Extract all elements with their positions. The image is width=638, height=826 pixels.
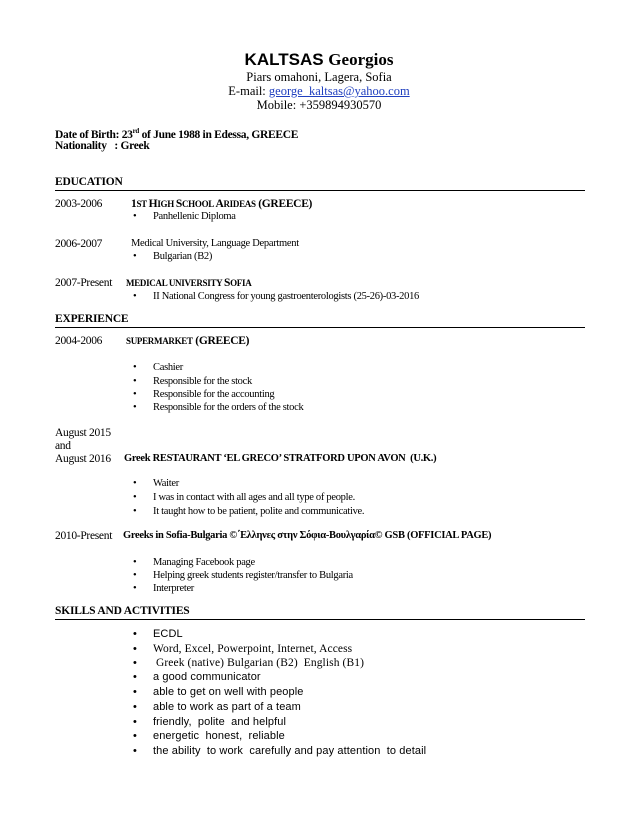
edu-inst-part: (GREECE) xyxy=(255,198,313,210)
edu-institution-1 xyxy=(131,198,312,211)
mobile: Mobile: +359894930570 xyxy=(256,98,382,112)
bullet-text: energetic honest, reliable xyxy=(153,730,285,742)
bullet-text: Cashier xyxy=(153,362,183,373)
bullet-text: able to get on well with people xyxy=(153,686,304,698)
bullet-dot: • xyxy=(133,583,137,594)
edu-institution-2: Medical University, Language Department xyxy=(131,238,299,249)
experience-heading: EXPERIENCE xyxy=(55,313,585,328)
bullet-dot: • xyxy=(133,570,137,581)
bullet-dot: • xyxy=(133,478,137,489)
nationality: Nationality : Greek xyxy=(55,140,150,152)
bullet-text: able to work as part of a team xyxy=(153,701,301,713)
bullet-dot: • xyxy=(133,657,137,669)
exp-company-part: (GREECE) xyxy=(192,335,250,347)
bullet-dot: • xyxy=(133,643,137,655)
dob-sup: rd xyxy=(132,127,140,135)
edu-period-3: 2007-Present xyxy=(55,277,113,289)
bullet-text: Responsible for the accounting xyxy=(153,389,275,400)
bullet-text: I was in contact with all ages and all type of people. xyxy=(153,492,355,503)
bullet-text: Responsible for the stock xyxy=(153,376,252,387)
edu-inst-part: MEDICAL UNIVERSITY xyxy=(126,278,224,288)
bullet-text: Responsible for the orders of the stock xyxy=(153,402,304,413)
bullet-text: Managing Facebook page xyxy=(153,557,255,568)
dob-rest: of June 1988 in Edessa, GREECE xyxy=(139,128,299,141)
bullet-text: Helping greek students register/transfer to Bulgaria xyxy=(153,570,353,581)
email-link[interactable]: george_kaltsas@yahoo.com xyxy=(268,84,410,98)
given-name: Georgios xyxy=(328,50,394,69)
edu-period-1: 2003-2006 xyxy=(55,198,103,210)
bullet-text: friendly, polite and helpful xyxy=(153,716,287,728)
exp-company-3: Greeks in Sofia-Bulgaria ©΄Ελληνες στην Σόφια-Βουλγαρία© GSB (OFFICIAL PAGE) xyxy=(123,530,492,541)
bullet-text: Waiter xyxy=(153,478,179,489)
dob-label: Date of Birth: 23 xyxy=(55,128,133,141)
exp-period-3: 2010-Present xyxy=(55,530,113,542)
bullet-text: Interpreter xyxy=(153,583,195,594)
edu-inst-part: S xyxy=(224,277,231,289)
bullet-text: It taught how to be patient, polite and communicative. xyxy=(153,506,365,517)
edu-inst-part: 1 xyxy=(131,198,137,210)
exp-period-1: 2004-2006 xyxy=(55,335,103,347)
edu-inst-part: CHOOL xyxy=(181,199,216,209)
education-heading: EDUCATION xyxy=(55,176,585,191)
bullet-text: Word, Excel, Powerpoint, Internet, Access xyxy=(153,643,353,655)
bullet-dot: • xyxy=(133,716,137,728)
exp-company-1 xyxy=(126,335,249,348)
bullet-dot: • xyxy=(133,291,137,302)
exp-period-2c: August 2016 xyxy=(55,453,111,465)
bullet-text: Bulgarian (B2) xyxy=(153,251,213,262)
edu-inst-part: RIDEAS xyxy=(223,199,256,209)
address: Piars omahoni, Lagera, Sofia xyxy=(246,70,392,84)
bullet-dot: • xyxy=(133,362,137,373)
edu-inst-part: S xyxy=(175,198,182,210)
bullet-dot: • xyxy=(133,506,137,517)
bullet-dot: • xyxy=(133,701,137,713)
exp-company-part: SUPERMARKET xyxy=(126,336,193,346)
edu-institution-3 xyxy=(126,277,251,290)
edu-inst-part: IGH xyxy=(157,199,176,209)
bullet-dot: • xyxy=(133,557,137,568)
bullet-text: the ability to work carefully and pay attention to detail xyxy=(153,745,427,757)
edu-inst-part: ST xyxy=(136,199,149,209)
bullet-dot: • xyxy=(133,211,137,222)
bullet-dot: • xyxy=(133,671,137,683)
bullet-text: ECDL xyxy=(153,628,183,640)
edu-inst-part: H xyxy=(148,198,158,210)
edu-period-2: 2006-2007 xyxy=(55,238,103,250)
bullet-dot: • xyxy=(133,492,137,503)
bullet-text: Panhellenic Diploma xyxy=(153,211,236,222)
exp-company-2: Greek RESTAURANT ‘EL GRECO’ STRATFORD UPON AVON (U.K.) xyxy=(124,453,437,464)
bullet-dot: • xyxy=(133,376,137,387)
bullet-text: II National Congress for young gastroenterologists (25-26)-03-2016 xyxy=(153,291,419,302)
exp-period-2a: August 2015 xyxy=(55,427,111,439)
bullet-dot: • xyxy=(133,686,137,698)
bullet-dot: • xyxy=(133,251,137,262)
exp-period-2b: and xyxy=(55,440,71,452)
candidate-name xyxy=(0,50,638,70)
resume-header xyxy=(0,50,638,112)
bullet-dot: • xyxy=(133,628,137,640)
skills-heading: SKILLS AND ACTIVITIES xyxy=(55,605,585,620)
bullet-text: a good communicator xyxy=(153,671,261,683)
bullet-dot: • xyxy=(133,389,137,400)
bullet-dot: • xyxy=(133,730,137,742)
edu-inst-part: A xyxy=(215,198,224,210)
bullet-dot: • xyxy=(133,745,137,757)
email-label: E-mail: xyxy=(228,84,266,98)
surname: KALTSAS xyxy=(244,50,324,69)
bullet-text: Greek (native) Bulgarian (B2) English (B1) xyxy=(153,657,365,669)
edu-inst-part: OFIA xyxy=(230,278,252,288)
email-line xyxy=(0,84,638,98)
bullet-dot: • xyxy=(133,402,137,413)
